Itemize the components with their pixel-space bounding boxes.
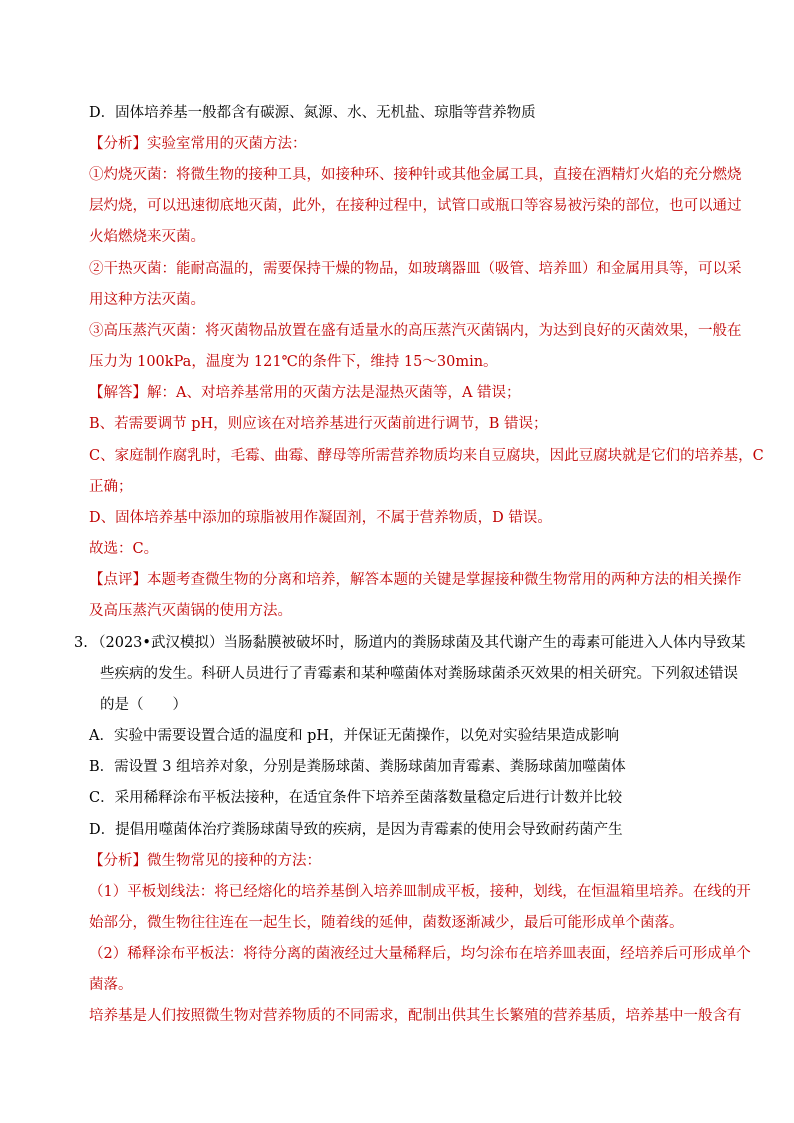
q3-option-c: C．采用稀释涂布平板法接种，在适宜条件下培养至菌落数量稳定后进行计数并比较 bbox=[89, 790, 623, 806]
analysis-line: 压力为 100kPa，温度为 121℃的条件下，维持 15～30min。 bbox=[89, 354, 498, 370]
answer-line: D、固体培养基中添加的琼脂被用作凝固剂，不属于营养物质，D 错误。 bbox=[89, 510, 552, 526]
analysis-line: 始部分，微生物往往连在一起生长，随着线的延伸，菌数逐渐减少，最后可能形成单个菌落。 bbox=[89, 915, 684, 931]
comment-tag: 【点评】 bbox=[89, 572, 147, 588]
q3-stem-line: （2023•武汉模拟）当肠黏膜被破坏时，肠道内的粪肠球菌及其代谢产生的毒素可能进入人体内导致某 bbox=[91, 635, 746, 651]
analysis-line: 菌落。 bbox=[89, 977, 133, 993]
q2-answer-heading bbox=[89, 383, 521, 403]
comment-intro: 本题考查微生物的分离和培养，解答本题的关键是掌握接种微生物常用的两种方法的相关操作 bbox=[147, 572, 742, 588]
q3-option-b: B．需设置 3 组培养对象，分别是粪肠球菌、粪肠球菌加青霉素、粪肠球菌加噬菌体 bbox=[89, 759, 626, 775]
analysis-line: ③高压蒸汽灭菌：将灭菌物品放置在盛有适量水的高压蒸汽灭菌锅内，为达到良好的灭菌效果，一般在 bbox=[89, 323, 742, 339]
q3-stem-line: 的是（ ） bbox=[100, 697, 187, 713]
q3-option-d: D．提倡用噬菌体治疗粪肠球菌导致的疾病，是因为青霉素的使用会导致耐药菌产生 bbox=[89, 822, 623, 838]
q3-option-a: A．实验中需要设置合适的温度和 pH，并保证无菌操作，以免对实验结果造成影响 bbox=[89, 728, 620, 744]
analysis-intro: 实验室常用的灭菌方法： bbox=[147, 136, 307, 152]
answer-line: C、家庭制作腐乳时，毛霉、曲霉、酵母等所需营养物质均来自豆腐块，因此豆腐块就是它们的培养基，C bbox=[89, 448, 764, 464]
analysis-line: 培养基是人们按照微生物对营养物质的不同需求，配制出供其生长繁殖的营养基质，培养基中一般含有 bbox=[89, 1008, 742, 1024]
analysis-line: ②干热灭菌：能耐高温的，需要保持干燥的物品，如玻璃器皿（吸管、培养皿）和金属用具等，可以采 bbox=[89, 261, 742, 277]
answer-line: 正确； bbox=[89, 479, 133, 495]
q3-analysis-heading bbox=[89, 851, 321, 871]
q3-stem-line: 些疾病的发生。科研人员进行了青霉素和某种噬菌体对粪肠球菌杀灭效果的相关研究。下列叙述错误 bbox=[100, 666, 738, 682]
q2-option-d: D．固体培养基一般都含有碳源、氮源、水、无机盐、琼脂等营养物质 bbox=[89, 105, 536, 121]
q2-comment-heading bbox=[89, 570, 742, 590]
answer-tag: 【解答】 bbox=[89, 385, 147, 401]
analysis-tag: 【分析】 bbox=[89, 136, 147, 152]
analysis-intro: 微生物常见的接种的方法： bbox=[147, 853, 321, 869]
question-number: 3. bbox=[74, 635, 88, 651]
q2-analysis-heading bbox=[89, 134, 307, 154]
analysis-line: 火焰燃烧来灭菌。 bbox=[89, 229, 205, 245]
comment-line: 及高压蒸汽灭菌锅的使用方法。 bbox=[89, 603, 292, 619]
analysis-line: （2）稀释涂布平板法：将待分离的菌液经过大量稀释后，均匀涂布在培养皿表面，经培养后可形成单个 bbox=[89, 946, 751, 962]
analysis-line: 层灼烧，可以迅速彻底地灭菌，此外，在接种过程中，试管口或瓶口等容易被污染的部位，也可以通过 bbox=[89, 198, 742, 214]
answer-intro: 解：A、对培养基常用的灭菌方法是湿热灭菌等，A 错误； bbox=[147, 385, 521, 401]
answer-line: B、若需要调节 pH，则应该在对培养基进行灭菌前进行调节，B 错误； bbox=[89, 416, 548, 432]
analysis-line: （1）平板划线法：将已经熔化的培养基倒入培养皿制成平板，接种，划线，在恒温箱里培养。在线的开 bbox=[89, 884, 751, 900]
analysis-tag: 【分析】 bbox=[89, 853, 147, 869]
analysis-line: ①灼烧灭菌：将微生物的接种工具，如接种环、接种针或其他金属工具，直接在酒精灯火焰的充分燃烧 bbox=[89, 167, 742, 183]
answer-line: 故选：C。 bbox=[89, 541, 159, 557]
analysis-line: 用这种方法灭菌。 bbox=[89, 292, 205, 308]
